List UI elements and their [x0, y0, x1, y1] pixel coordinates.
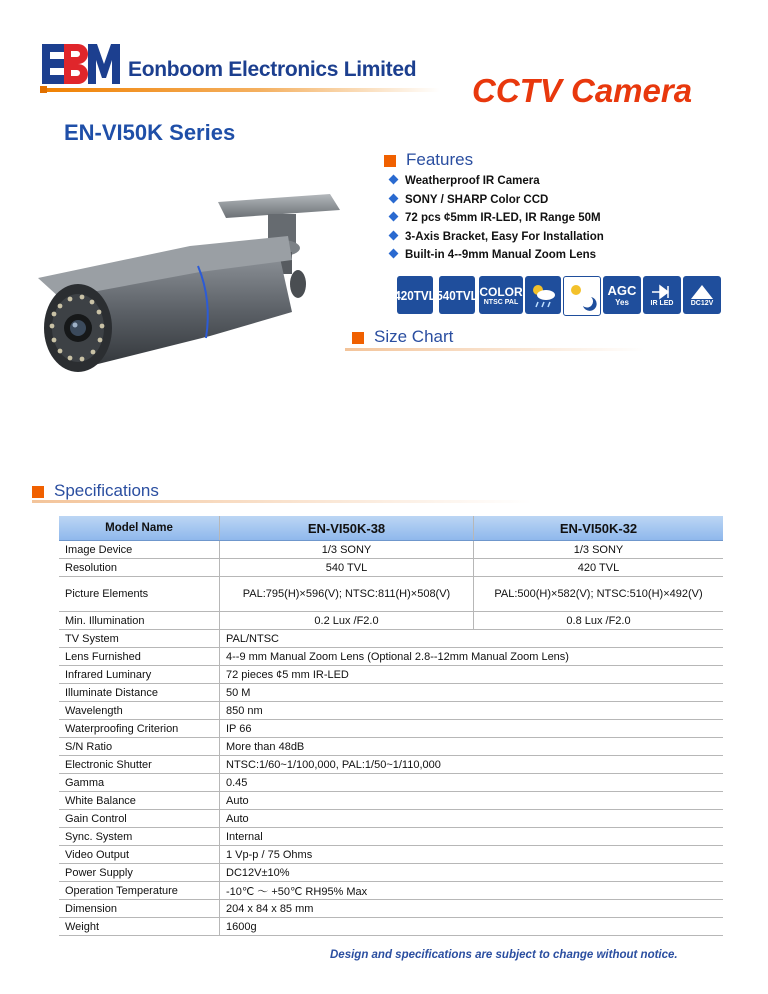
table-row	[59, 900, 723, 918]
table-row	[59, 918, 723, 936]
row-label: Picture Elements	[59, 577, 220, 612]
table-row	[59, 630, 723, 648]
ir-led-icon	[650, 284, 674, 300]
square-bullet-icon	[384, 155, 396, 167]
diamond-bullet-icon	[389, 231, 399, 241]
feature-item: Built-in 4--9mm Manual Zoom Lens	[390, 246, 604, 265]
table-row	[59, 648, 723, 666]
row-value: More than 48dB	[220, 738, 724, 756]
table-row	[59, 720, 723, 738]
diamond-bullet-icon	[389, 194, 399, 204]
power-icon	[690, 284, 714, 300]
table-row	[59, 666, 723, 684]
row-value: Auto	[220, 792, 724, 810]
specifications-heading: Specifications	[32, 481, 159, 501]
size-chart-heading: Size Chart	[352, 327, 453, 347]
row-label: Video Output	[59, 846, 220, 864]
table-row	[59, 774, 723, 792]
header-model-name: Model Name	[59, 516, 220, 541]
badge-540tvl: 540TVL	[439, 276, 475, 314]
table-row	[59, 684, 723, 702]
row-label: Resolution	[59, 559, 220, 577]
row-value: 1/3 SONY	[220, 541, 474, 559]
badge-420tvl: 420TVL	[397, 276, 433, 314]
table-row	[59, 828, 723, 846]
table-row	[59, 738, 723, 756]
row-value: 850 nm	[220, 702, 724, 720]
specifications-table	[59, 516, 723, 936]
row-label: Wavelength	[59, 702, 220, 720]
table-row	[59, 559, 723, 577]
badge-color: COLOR NTSC PAL	[479, 276, 523, 314]
weather-icon	[525, 276, 561, 314]
table-row	[59, 882, 723, 900]
table-row	[59, 792, 723, 810]
footer-note: Design and specifications are subject to change without notice.	[330, 949, 678, 961]
camera-image	[30, 180, 360, 380]
size-chart-divider	[345, 348, 645, 351]
feature-item: Weatherproof IR Camera	[390, 172, 604, 191]
row-label: Power Supply	[59, 864, 220, 882]
row-value: 204 x 84 x 85 mm	[220, 900, 724, 918]
features-heading: Features	[384, 150, 473, 170]
row-value: NTSC:1/60~1/100,000, PAL:1/50~1/110,000	[220, 756, 724, 774]
row-label: Dimension	[59, 900, 220, 918]
specifications-divider	[32, 500, 532, 503]
row-value: -10℃ ～ +50℃ RH95% Max	[220, 882, 724, 900]
table-row	[59, 756, 723, 774]
badge-dc12v: DC12V	[683, 276, 721, 314]
badge-agc: AGC Yes	[603, 276, 641, 314]
row-value: PAL:795(H)×596(V); NTSC:811(H)×508(V)	[220, 577, 474, 612]
table-header-row	[59, 516, 723, 541]
feature-badges	[395, 276, 721, 314]
table-row	[59, 810, 723, 828]
header-model-38: EN-VI50K-38	[220, 516, 474, 541]
row-value: 1/3 SONY	[474, 541, 724, 559]
feature-item: 72 pcs ¢5mm IR-LED, IR Range 50M	[390, 209, 604, 228]
row-label: Image Device	[59, 541, 220, 559]
row-label: White Balance	[59, 792, 220, 810]
table-row	[59, 864, 723, 882]
header-divider	[40, 88, 440, 92]
square-bullet-icon	[352, 332, 364, 344]
diamond-bullet-icon	[389, 249, 399, 259]
row-label: S/N Ratio	[59, 738, 220, 756]
row-label: Lens Furnished	[59, 648, 220, 666]
header-model-32: EN-VI50K-32	[474, 516, 724, 541]
row-value: 0.45	[220, 774, 724, 792]
row-label: Weight	[59, 918, 220, 936]
table-row	[59, 702, 723, 720]
table-row	[59, 541, 723, 559]
row-value: 72 pieces ¢5 mm IR-LED	[220, 666, 724, 684]
row-value: PAL/NTSC	[220, 630, 724, 648]
row-label: TV System	[59, 630, 220, 648]
row-label: Gain Control	[59, 810, 220, 828]
table-row	[59, 577, 723, 612]
row-value: 0.8 Lux /F2.0	[474, 612, 724, 630]
row-value: 420 TVL	[474, 559, 724, 577]
row-value: 540 TVL	[220, 559, 474, 577]
feature-item: 3-Axis Bracket, Easy For Installation	[390, 228, 604, 247]
series-title: EN-VI50K Series	[64, 120, 236, 145]
row-value: IP 66	[220, 720, 724, 738]
company-logo	[42, 42, 122, 86]
table-row	[59, 612, 723, 630]
row-label: Infrared Luminary	[59, 666, 220, 684]
header-divider-dot	[40, 86, 47, 93]
row-value: 1 Vp-p / 75 Ohms	[220, 846, 724, 864]
square-bullet-icon	[32, 486, 44, 498]
row-value: Auto	[220, 810, 724, 828]
row-label: Operation Temperature	[59, 882, 220, 900]
table-row	[59, 846, 723, 864]
row-value: 50 M	[220, 684, 724, 702]
features-list	[390, 172, 604, 265]
row-value: 4--9 mm Manual Zoom Lens (Optional 2.8--12mm Manual Zoom Lens)	[220, 648, 724, 666]
row-value: DC12V±10%	[220, 864, 724, 882]
row-label: Min. Illumination	[59, 612, 220, 630]
row-label: Sync. System	[59, 828, 220, 846]
product-category: CCTV Camera	[472, 72, 693, 109]
row-label: Gamma	[59, 774, 220, 792]
row-value: 0.2 Lux /F2.0	[220, 612, 474, 630]
row-value: Internal	[220, 828, 724, 846]
badge-ir-led: IR LED	[643, 276, 681, 314]
row-value: 1600g	[220, 918, 724, 936]
diamond-bullet-icon	[389, 175, 399, 185]
company-name: Eonboom Electronics Limited	[128, 58, 417, 81]
row-label: Illuminate Distance	[59, 684, 220, 702]
row-value: PAL:500(H)×582(V); NTSC:510(H)×492(V)	[474, 577, 724, 612]
feature-item: SONY / SHARP Color CCD	[390, 191, 604, 210]
diamond-bullet-icon	[389, 212, 399, 222]
day-night-icon	[563, 276, 601, 316]
row-label: Waterproofing Criterion	[59, 720, 220, 738]
row-label: Electronic Shutter	[59, 756, 220, 774]
